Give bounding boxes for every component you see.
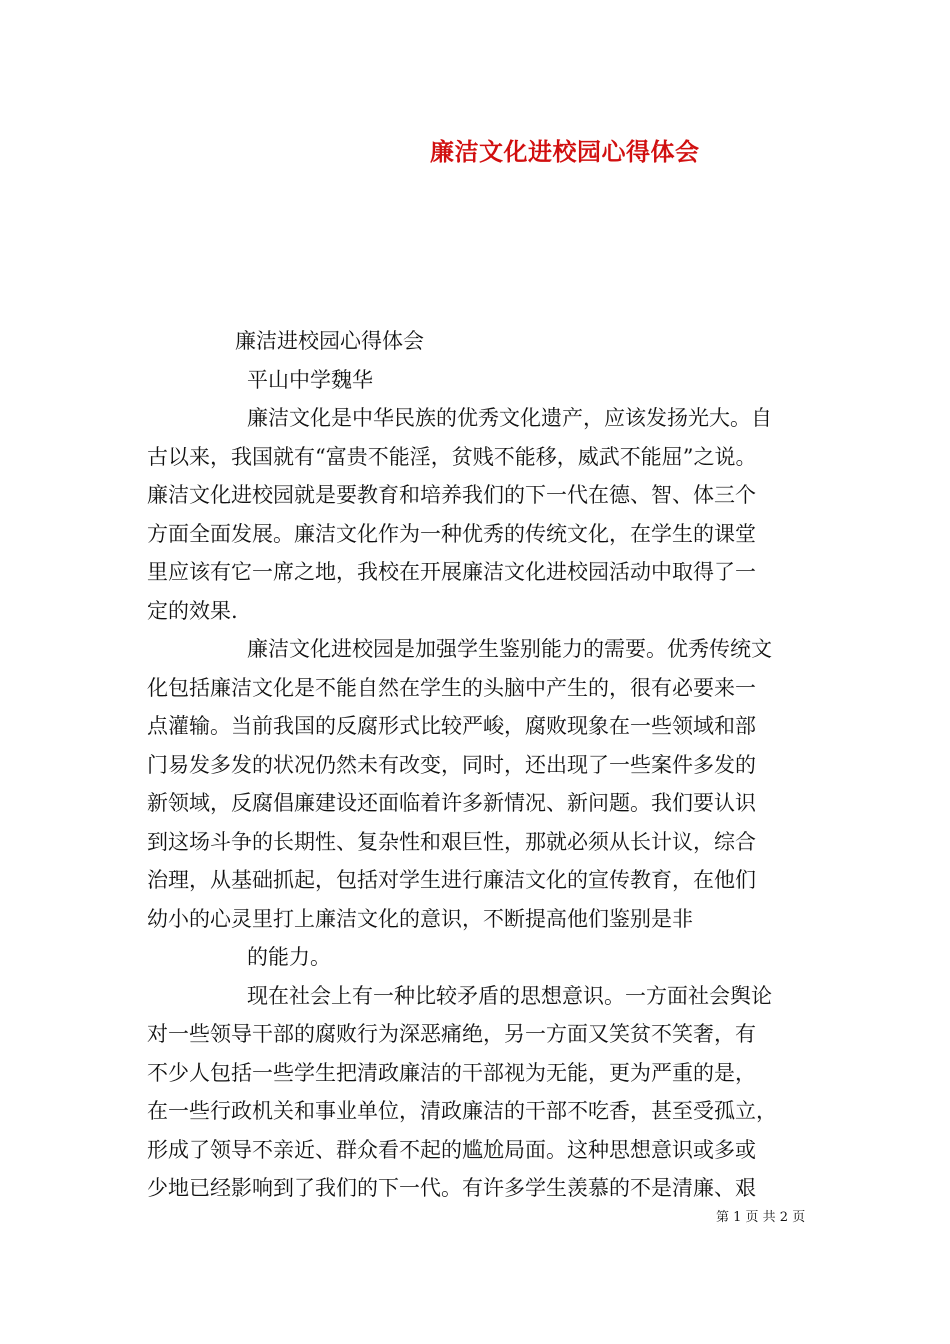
paragraph-line: 治理，从基础抓起，包括对学生进行廉洁文化的宣传教育，在他们 bbox=[147, 868, 756, 892]
paragraph-line: 点灌输。当前我国的反腐形式比较严峻，腐败现象在一些领域和部 bbox=[147, 714, 756, 738]
paragraph-line: 里应该有它一席之地，我校在开展廉洁文化进校园活动中取得了一 bbox=[147, 560, 756, 584]
paragraph-line: 廉洁文化进校园就是要教育和培养我们的下一代在德、智、体三个 bbox=[147, 483, 756, 507]
paragraph-line: 新领域，反腐倡廉建设还面临着许多新情况、新问题。我们要认识 bbox=[147, 791, 756, 815]
document-body bbox=[147, 322, 819, 1208]
paragraph-line: 廉洁文化是中华民族的优秀文化遗产，应该发扬光大。自 bbox=[247, 406, 772, 430]
paragraph-line: 廉洁文化进校园是加强学生鉴别能力的需要。优秀传统文 bbox=[247, 637, 772, 661]
author-line: 平山中学魏华 bbox=[247, 367, 373, 392]
paragraph-line: 古以来，我国就有“富贵不能淫，贫贱不能移，威武不能屈”之说。 bbox=[147, 444, 757, 469]
paragraph-line: 幼小的心灵里打上廉洁文化的意识，不断提高他们鉴别是非 bbox=[147, 906, 693, 931]
paragraph-line: 到这场斗争的长期性、复杂性和艰巨性，那就必须从长计议，综合 bbox=[147, 829, 756, 854]
paragraph-line: 对一些领导干部的腐败行为深恶痛绝，另一方面又笑贫不笑奢，有 bbox=[147, 1022, 756, 1046]
paragraph-line: 门易发多发的状况仍然未有改变，同时，还出现了一些案件多发的 bbox=[147, 752, 756, 777]
page-number-footer: 第 1 页 共 2 页 bbox=[716, 1210, 806, 1225]
document-title: 廉洁文化进校园心得体会 bbox=[430, 137, 700, 166]
paragraph-line: 不少人包括一些学生把清政廉洁的干部视为无能，更为严重的是， bbox=[147, 1060, 756, 1085]
paragraph-line: 现在社会上有一种比较矛盾的思想意识。一方面社会舆论 bbox=[247, 983, 772, 1008]
paragraph-line: 少地已经影响到了我们的下一代。有许多学生羡慕的不是清廉、艰 bbox=[147, 1176, 756, 1200]
paragraph-line: 方面全面发展。廉洁文化作为一种优秀的传统文化，在学生的课堂 bbox=[147, 521, 756, 546]
paragraph-line: 的能力。 bbox=[247, 945, 331, 969]
subtitle-line: 廉洁进校园心得体会 bbox=[235, 329, 424, 353]
paragraph-line: 化包括廉洁文化是不能自然在学生的头脑中产生的，很有必要来一 bbox=[147, 675, 756, 700]
paragraph-line: 在一些行政机关和事业单位，清政廉洁的干部不吃香，甚至受孤立， bbox=[147, 1099, 777, 1123]
paragraph-line: 定的效果. bbox=[147, 598, 238, 623]
paragraph-line: 形成了领导不亲近、群众看不起的尴尬局面。这种思想意识或多或 bbox=[147, 1137, 756, 1162]
